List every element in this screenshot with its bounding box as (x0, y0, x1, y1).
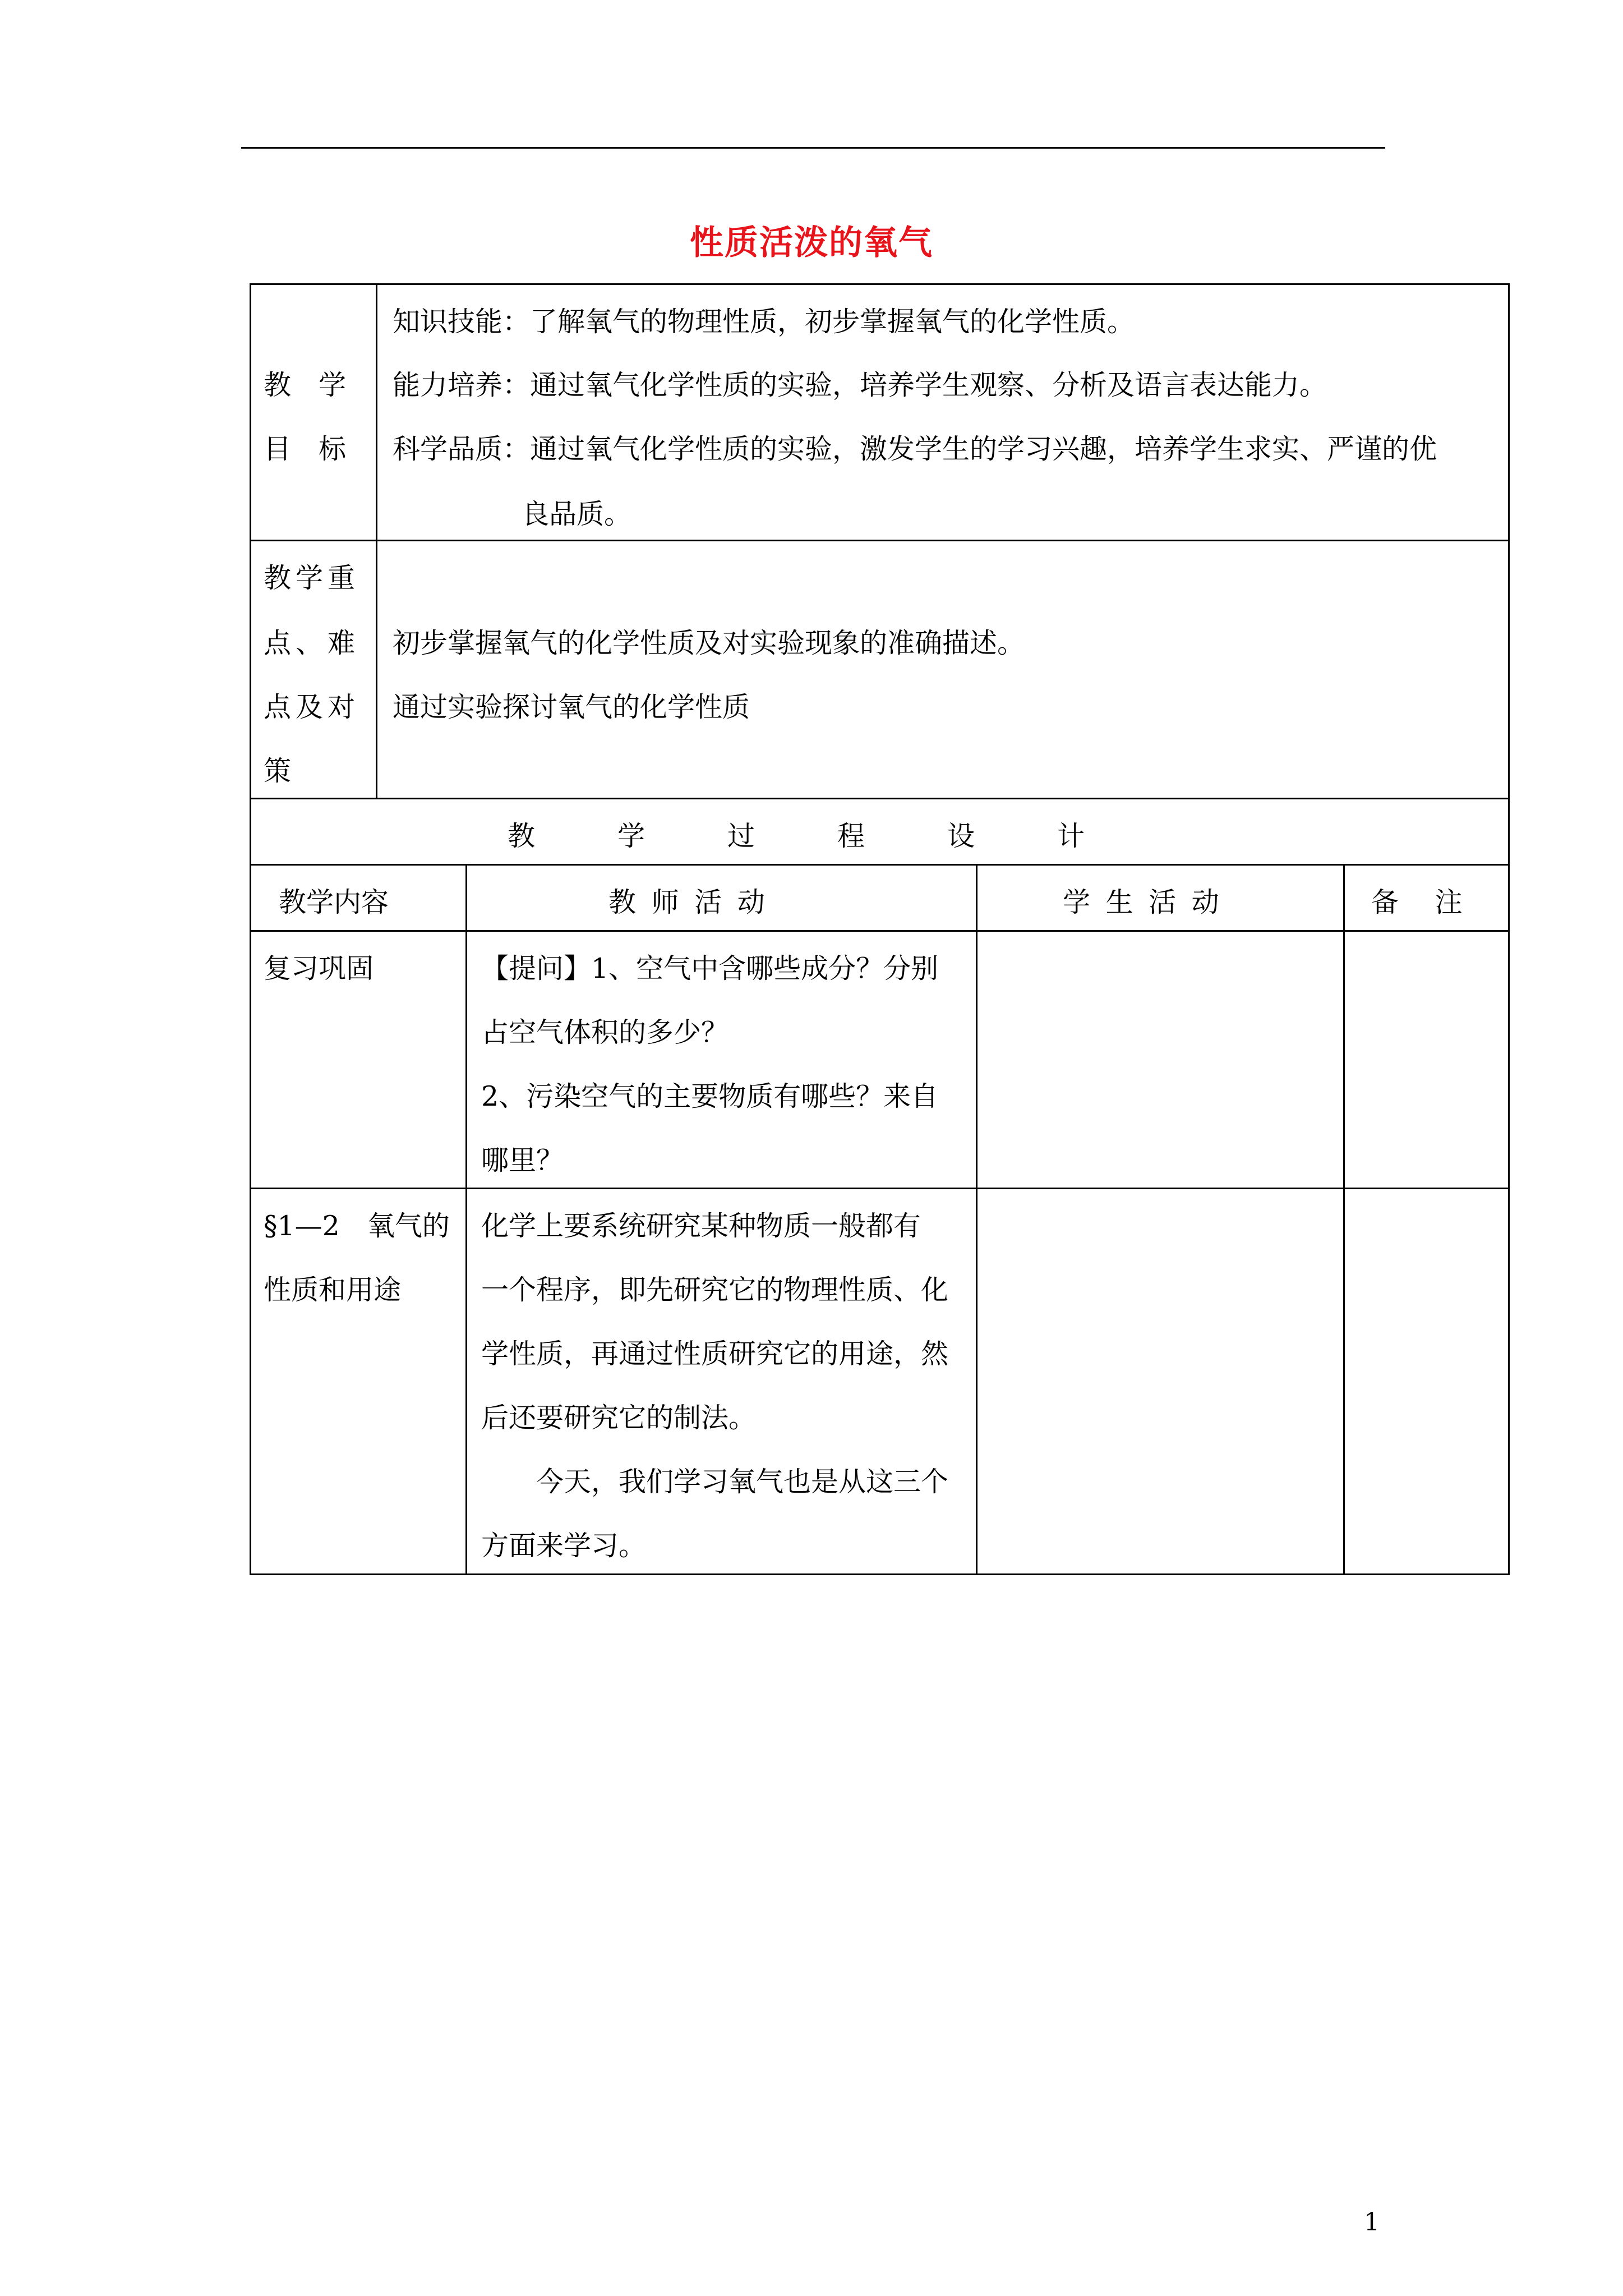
page-title: 性质活泼的氧气 (690, 223, 933, 263)
table-divider (250, 864, 1510, 866)
header-rule (241, 147, 1385, 149)
row-teacher-line: 化学上要系统研究某种物质一般都有 (481, 1210, 921, 1242)
table-divider (250, 798, 1510, 799)
keypoints-label: 教学重 (264, 562, 360, 594)
lesson-plan-table (250, 283, 1510, 1575)
row-content: 复习巩固 (264, 953, 374, 984)
row-teacher-line: 占空气体积的多少？ (481, 1016, 729, 1048)
row-teacher-line: 学性质，再通过性质研究它的用途，然 (481, 1338, 949, 1370)
objective-line: 良品质。 (522, 498, 632, 530)
row-teacher-line: 今天，我们学习氧气也是从这三个 (481, 1466, 949, 1498)
column-header-content: 教学内容 (279, 886, 389, 918)
objective-line: 知识技能：了解氧气的物理性质，初步掌握氧气的化学性质。 (393, 306, 1135, 338)
table-divider (376, 283, 377, 798)
keypoints-label: 点、难 (264, 627, 360, 659)
row-teacher-line: 后还要研究它的制法。 (481, 1402, 757, 1434)
row-content: §1—2 氧气的 (264, 1210, 450, 1242)
row-teacher-line: 一个程序，即先研究它的物理性质、化 (481, 1274, 949, 1306)
objective-line: 能力培养：通过氧气化学性质的实验，培养学生观察、分析及语言表达能力。 (393, 369, 1327, 401)
table-divider (465, 864, 467, 1575)
row-content: 性质和用途 (264, 1274, 402, 1306)
process-header: 教 学 过 程 设 计 (508, 820, 1085, 852)
column-header-notes: 备 注 (1371, 886, 1463, 918)
keypoint-line: 初步掌握氧气的化学性质及对实验现象的准确描述。 (393, 627, 1025, 659)
row-teacher-line: 方面来学习。 (481, 1530, 647, 1562)
table-divider (250, 540, 1510, 541)
objectives-label: 教 学 (264, 369, 347, 401)
table-divider (250, 930, 1510, 932)
objective-line: 科学品质：通过氧气化学性质的实验，激发学生的学习兴趣，培养学生求实、严谨的优 (393, 433, 1437, 465)
table-divider (250, 1188, 1510, 1189)
objectives-label: 目 标 (264, 433, 347, 465)
table-divider (1343, 864, 1345, 1575)
row-teacher-line: 哪里？ (481, 1144, 564, 1176)
column-header-student: 学 生 活 动 (1063, 886, 1223, 918)
column-header-teacher: 教 师 活 动 (608, 886, 768, 918)
row-teacher-line: 2、污染空气的主要物质有哪些？来自 (481, 1080, 939, 1112)
table-divider (976, 864, 978, 1575)
keypoints-label: 点及对 (264, 691, 360, 723)
keypoints-label: 策 (264, 755, 292, 787)
row-teacher-line: 【提问】1、空气中含哪些成分？分别 (481, 953, 939, 984)
keypoint-line: 通过实验探讨氧气的化学性质 (393, 691, 750, 723)
page-number: 1 (1364, 2208, 1380, 2237)
